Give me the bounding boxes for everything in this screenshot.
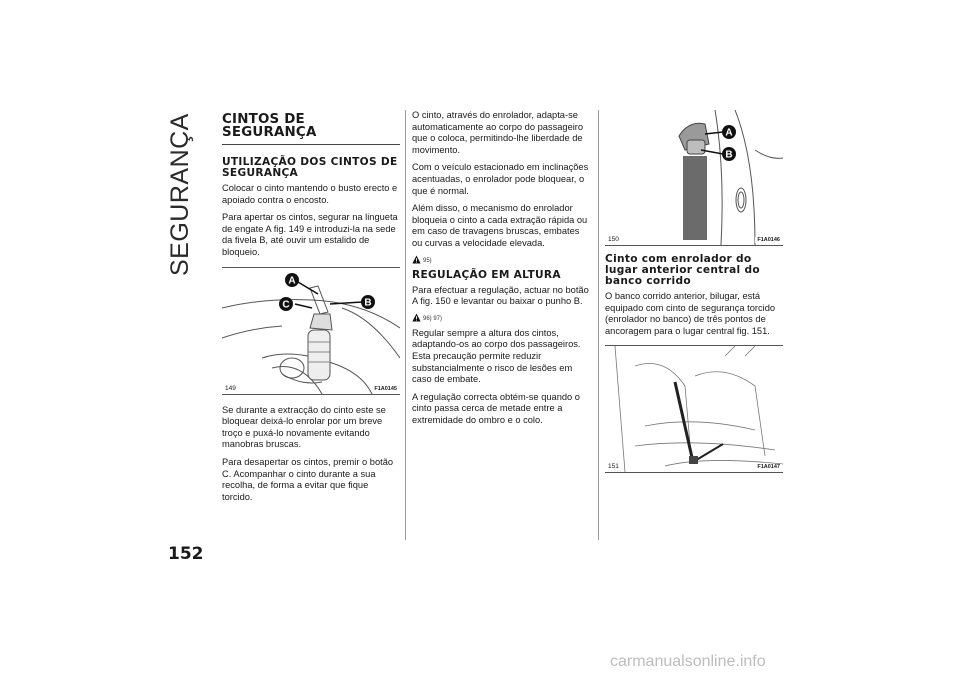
page-number: 152 xyxy=(168,544,204,564)
column-1 xyxy=(222,110,400,509)
side-section-title xyxy=(166,106,206,276)
paragraph: O banco corrido anterior, bilugar, está equipado com cinto de segurança torcido (enrolador no banco) de três pontos de ancoragem para o lugar central fig. 151. xyxy=(605,291,776,336)
belt-height-adjuster-illustration xyxy=(605,110,783,245)
warning-reference xyxy=(412,252,590,264)
figure-code: F1A0146 xyxy=(757,237,780,243)
section-title: CINTOS DE SEGURANÇA xyxy=(222,112,317,140)
callout-a: A xyxy=(725,127,733,139)
seatbelt-buckle-illustration xyxy=(222,268,400,394)
subsection-title-height: REGULAÇÃO EM ALTURA xyxy=(412,268,561,281)
paragraph: Para apertar os cintos, segurar na lingueta de engate A fig. 149 e introduzi-la na sede da fivela B, até ouvir um estalido de bloqueio. xyxy=(222,212,398,257)
subsection-title-central-seat: Cinto com enrolador do lugar anterior central do banco corrido xyxy=(605,253,760,287)
warning-reference xyxy=(412,310,590,322)
column-2 xyxy=(412,110,590,432)
figure-150 xyxy=(605,110,783,246)
subsection-title-usage: UTILIZAÇÃO DOS CINTOS DE SEGURANÇA xyxy=(222,156,398,179)
paragraph: Para desapertar os cintos, premir o botão C. Acompanhar o cinto durante a sua recolha, de forma a evitar que fique torcido. xyxy=(222,456,394,502)
figure-149 xyxy=(222,267,400,395)
callout-a: A xyxy=(288,275,296,287)
warning-note-number: 96) 97) xyxy=(423,315,443,322)
section-title-rule xyxy=(222,144,400,145)
column-divider-2 xyxy=(598,110,599,540)
paragraph: Além disso, o mecanismo do enrolador bloqueia o cinto a cada extração rápida ou em caso de travagens bruscas, embates ou curvas a velocidade elevada. xyxy=(412,203,588,248)
figure-number: 150 xyxy=(608,236,619,243)
figure-code: F1A0145 xyxy=(374,385,397,392)
side-section-title-text: SEGURANÇA xyxy=(166,113,194,276)
paragraph: Para efectuar a regulação, actuar no botão A fig. 150 e levantar ou baixar o punho B. xyxy=(412,284,589,307)
callout-b: B xyxy=(725,149,733,161)
paragraph: O cinto, através do enrolador, adapta-se automaticamente ao corpo do passageiro que o coloca, permitindo-lhe liberdade de movimento. xyxy=(412,110,584,155)
warning-triangle-icon xyxy=(412,255,421,264)
figure-code: F1A0147 xyxy=(757,464,780,471)
figure-151 xyxy=(605,345,783,473)
paragraph: Com o veículo estacionado em inclinações acentuadas, o enrolador pode bloquear, o que é normal. xyxy=(412,162,589,196)
column-divider-1 xyxy=(405,110,406,540)
warning-triangle-icon xyxy=(412,313,421,322)
bench-seat-belt-illustration xyxy=(605,346,783,472)
warning-note-number: 95) xyxy=(423,257,432,264)
paragraph: Regular sempre a altura dos cintos, adaptando-os ao corpo dos passageiros. Esta precaução permite reduzir substancialmente o risco de lesões em caso de embate. xyxy=(412,327,581,385)
column-3 xyxy=(605,110,783,473)
callout-b: B xyxy=(364,297,372,309)
callout-c: C xyxy=(282,299,290,311)
paragraph: Colocar o cinto mantendo o busto erecto e apoiado contra o encosto. xyxy=(222,183,398,205)
paragraph: Se durante a extracção do cinto este se bloquear deixá-lo enrolar por um breve troço e puxá-lo novamente evitando manobras bruscas. xyxy=(222,404,386,450)
figure-number: 149 xyxy=(225,384,236,392)
figure-number: 151 xyxy=(608,463,619,471)
paragraph: A regulação correcta obtém-se quando o cinto passa cerca de metade entre a extremidade do ombro e o colo. xyxy=(412,391,580,425)
watermark: carmanualsonline.info xyxy=(610,653,766,670)
